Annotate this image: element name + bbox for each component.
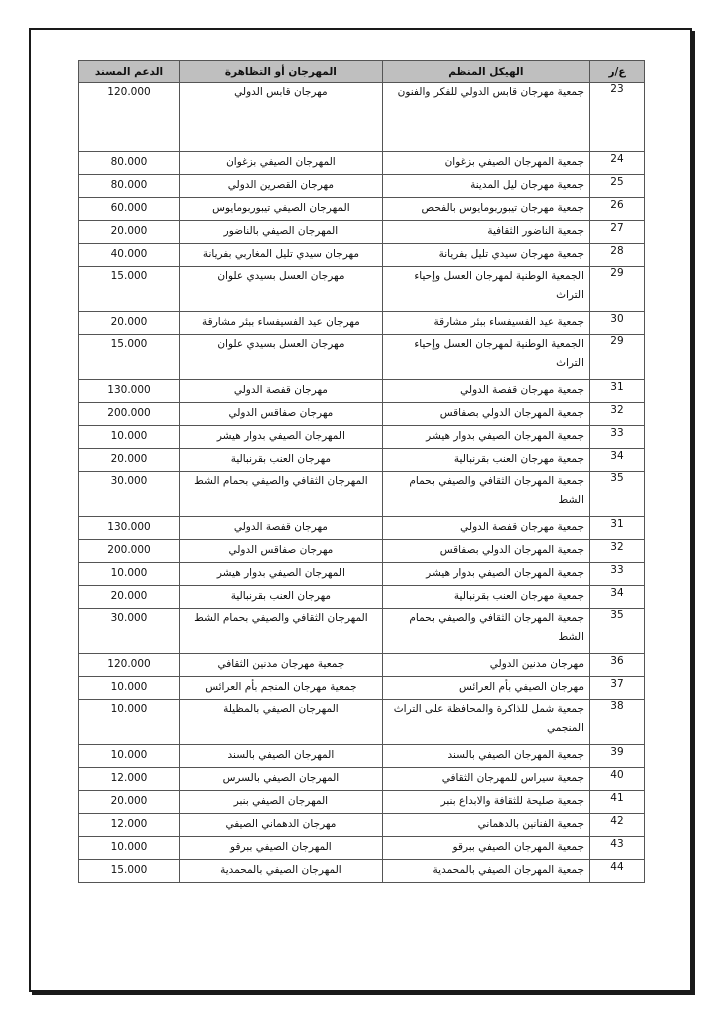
row-num: 25 <box>589 175 644 198</box>
row-organizer: جمعية مهرجان قفصة الدولي <box>382 380 589 403</box>
table-row <box>79 586 645 609</box>
row-festival: جمعية مهرجان مدنين الثقافي <box>180 654 383 677</box>
row-festival: المهرجان الصيفي بالسرس <box>180 768 383 791</box>
row-festival: المهرجان الصيفي ببرقو <box>180 837 383 860</box>
row-organizer: جمعية عيد الفسيفساء ببئر مشارقة <box>382 312 589 335</box>
row-num: 41 <box>589 791 644 814</box>
row-festival: مهرجان صفاقس الدولي <box>180 403 383 426</box>
row-num: 29 <box>589 267 644 312</box>
row-num: 31 <box>589 517 644 540</box>
row-festival: جمعية مهرجان المنجم بأم العرائس <box>180 677 383 700</box>
row-support: 10.000 <box>79 426 180 449</box>
row-num: 28 <box>589 244 644 267</box>
table-row <box>79 563 645 586</box>
row-festival: المهرجان الثقافي والصيفي بحمام الشط <box>180 472 383 517</box>
row-num: 31 <box>589 380 644 403</box>
table-row <box>79 335 645 380</box>
row-support: 12.000 <box>79 814 180 837</box>
row-support: 10.000 <box>79 563 180 586</box>
row-festival: المهرجان الصيفي بدوار هيشر <box>180 563 383 586</box>
row-organizer: جمعية المهرجان الثقافي والصيفي بحمام الشط <box>382 472 589 517</box>
row-support: 30.000 <box>79 609 180 654</box>
row-organizer: جمعية المهرجان الصيفي ببرقو <box>382 837 589 860</box>
row-organizer: جمعية المهرجان الصيفي بالسند <box>382 745 589 768</box>
row-support: 130.000 <box>79 380 180 403</box>
row-organizer: جمعية سيراس للمهرجان الثقافي <box>382 768 589 791</box>
row-num: 32 <box>589 540 644 563</box>
row-festival: مهرجان العنب بقرنبالية <box>180 586 383 609</box>
table-row <box>79 221 645 244</box>
row-support: 10.000 <box>79 700 180 745</box>
row-num: 33 <box>589 563 644 586</box>
row-organizer: جمعية شمل للذاكرة والمحافظة على التراث المنجمي <box>382 700 589 745</box>
row-support: 20.000 <box>79 312 180 335</box>
table-row <box>79 312 645 335</box>
row-festival: مهرجان القصرين الدولي <box>180 175 383 198</box>
table-row <box>79 267 645 312</box>
table-row <box>79 768 645 791</box>
row-organizer: جمعية المهرجان الصيفي بدوار هيشر <box>382 563 589 586</box>
row-festival: المهرجان الصيفي بنبر <box>180 791 383 814</box>
row-num: 39 <box>589 745 644 768</box>
row-festival: مهرجان قفصة الدولي <box>180 517 383 540</box>
row-support: 20.000 <box>79 221 180 244</box>
row-festival: المهرجان الثقافي والصيفي بحمام الشط <box>180 609 383 654</box>
row-organizer: مهرجان مدنين الدولي <box>382 654 589 677</box>
row-support: 120.000 <box>79 83 180 152</box>
table-row <box>79 198 645 221</box>
row-num: 24 <box>589 152 644 175</box>
row-num: 33 <box>589 426 644 449</box>
row-organizer: مهرجان الصيفي بأم العرائس <box>382 677 589 700</box>
row-organizer: جمعية مهرجان ليل المدينة <box>382 175 589 198</box>
table-row <box>79 426 645 449</box>
table-row <box>79 472 645 517</box>
table-row <box>79 609 645 654</box>
row-organizer: الجمعية الوطنية لمهرجان العسل وإحياء التراث <box>382 335 589 380</box>
row-support: 15.000 <box>79 335 180 380</box>
row-festival: مهرجان العسل بسيدي علوان <box>180 267 383 312</box>
row-num: 42 <box>589 814 644 837</box>
header-support: الدعم المسند <box>79 61 180 83</box>
row-festival: المهرجان الصيفي بدوار هيشر <box>180 426 383 449</box>
row-organizer: جمعية المهرجان الصيفي بزغوان <box>382 152 589 175</box>
row-festival: مهرجان عيد الفسيفساء ببئر مشارقة <box>180 312 383 335</box>
row-num: 29 <box>589 335 644 380</box>
row-festival: مهرجان سيدي تليل المغاربي بفريانة <box>180 244 383 267</box>
row-support: 10.000 <box>79 837 180 860</box>
row-festival: مهرجان العسل بسيدي علوان <box>180 335 383 380</box>
row-num: 30 <box>589 312 644 335</box>
row-support: 200.000 <box>79 403 180 426</box>
row-festival: المهرجان الصيفي تيبوربومايوس <box>180 198 383 221</box>
row-festival: مهرجان قفصة الدولي <box>180 380 383 403</box>
row-num: 23 <box>589 83 644 152</box>
row-num: 34 <box>589 449 644 472</box>
table-row <box>79 449 645 472</box>
table-row <box>79 403 645 426</box>
row-num: 27 <box>589 221 644 244</box>
row-organizer: جمعية الفنانين بالدهماني <box>382 814 589 837</box>
row-support: 80.000 <box>79 175 180 198</box>
row-festival: مهرجان العنب بقرنبالية <box>180 449 383 472</box>
table-row <box>79 517 645 540</box>
table-row <box>79 152 645 175</box>
table-row <box>79 83 645 152</box>
row-num: 26 <box>589 198 644 221</box>
row-support: 20.000 <box>79 449 180 472</box>
row-organizer: جمعية المهرجان الدولي بصفاقس <box>382 540 589 563</box>
row-festival: المهرجان الصيفي بالناضور <box>180 221 383 244</box>
row-organizer: جمعية مهرجان العنب بقرنبالية <box>382 449 589 472</box>
row-organizer: جمعية المهرجان الصيفي بدوار هيشر <box>382 426 589 449</box>
row-num: 32 <box>589 403 644 426</box>
table-header-row <box>79 61 645 83</box>
row-festival: المهرجان الصيفي بزغوان <box>180 152 383 175</box>
row-num: 36 <box>589 654 644 677</box>
row-num: 35 <box>589 609 644 654</box>
header-festival: المهرجان أو التظاهرة <box>180 61 383 83</box>
row-support: 60.000 <box>79 198 180 221</box>
row-support: 15.000 <box>79 267 180 312</box>
row-festival: مهرجان صفاقس الدولي <box>180 540 383 563</box>
table-row <box>79 380 645 403</box>
row-organizer: جمعية الناضور الثقافية <box>382 221 589 244</box>
row-organizer: جمعية صليحة للثقافة والابداع بنبر <box>382 791 589 814</box>
row-festival: مهرجان قابس الدولي <box>180 83 383 152</box>
row-organizer: جمعية المهرجان الدولي بصفاقس <box>382 403 589 426</box>
table-row <box>79 700 645 745</box>
row-organizer: جمعية مهرجان قفصة الدولي <box>382 517 589 540</box>
row-num: 40 <box>589 768 644 791</box>
row-support: 120.000 <box>79 654 180 677</box>
row-organizer: جمعية المهرجان الثقافي والصيفي بحمام الشط <box>382 609 589 654</box>
row-support: 12.000 <box>79 768 180 791</box>
row-num: 43 <box>589 837 644 860</box>
row-support: 40.000 <box>79 244 180 267</box>
row-organizer: جمعية المهرجان الصيفي بالمحمدية <box>382 860 589 883</box>
header-num: ع/ر <box>589 61 644 83</box>
row-organizer: الجمعية الوطنية لمهرجان العسل وإحياء التراث <box>382 267 589 312</box>
row-organizer: جمعية مهرجان العنب بقرنبالية <box>382 586 589 609</box>
row-organizer: جمعية مهرجان تيبوربومايوس بالفحص <box>382 198 589 221</box>
header-organizer: الهيكل المنظم <box>382 61 589 83</box>
row-organizer: جمعية مهرجان سيدي تليل بفريانة <box>382 244 589 267</box>
table-row <box>79 860 645 883</box>
row-num: 37 <box>589 677 644 700</box>
row-festival: المهرجان الصيفي بالسند <box>180 745 383 768</box>
row-support: 80.000 <box>79 152 180 175</box>
table-row <box>79 244 645 267</box>
row-support: 10.000 <box>79 677 180 700</box>
row-num: 44 <box>589 860 644 883</box>
table-row <box>79 745 645 768</box>
row-num: 35 <box>589 472 644 517</box>
row-support: 15.000 <box>79 860 180 883</box>
table-row <box>79 175 645 198</box>
row-support: 130.000 <box>79 517 180 540</box>
row-festival: مهرجان الدهماني الصيفي <box>180 814 383 837</box>
row-num: 38 <box>589 700 644 745</box>
table-row <box>79 654 645 677</box>
row-support: 20.000 <box>79 586 180 609</box>
table-row <box>79 540 645 563</box>
row-support: 200.000 <box>79 540 180 563</box>
row-support: 10.000 <box>79 745 180 768</box>
row-festival: المهرجان الصيفي بالمحمدية <box>180 860 383 883</box>
row-organizer: جمعية مهرجان قابس الدولي للفكر والفنون <box>382 83 589 152</box>
support-table <box>78 60 645 883</box>
table-row <box>79 837 645 860</box>
table-row <box>79 677 645 700</box>
row-num: 34 <box>589 586 644 609</box>
table-row <box>79 791 645 814</box>
row-support: 20.000 <box>79 791 180 814</box>
table-row <box>79 814 645 837</box>
row-festival: المهرجان الصيفي بالمظيلة <box>180 700 383 745</box>
row-support: 30.000 <box>79 472 180 517</box>
